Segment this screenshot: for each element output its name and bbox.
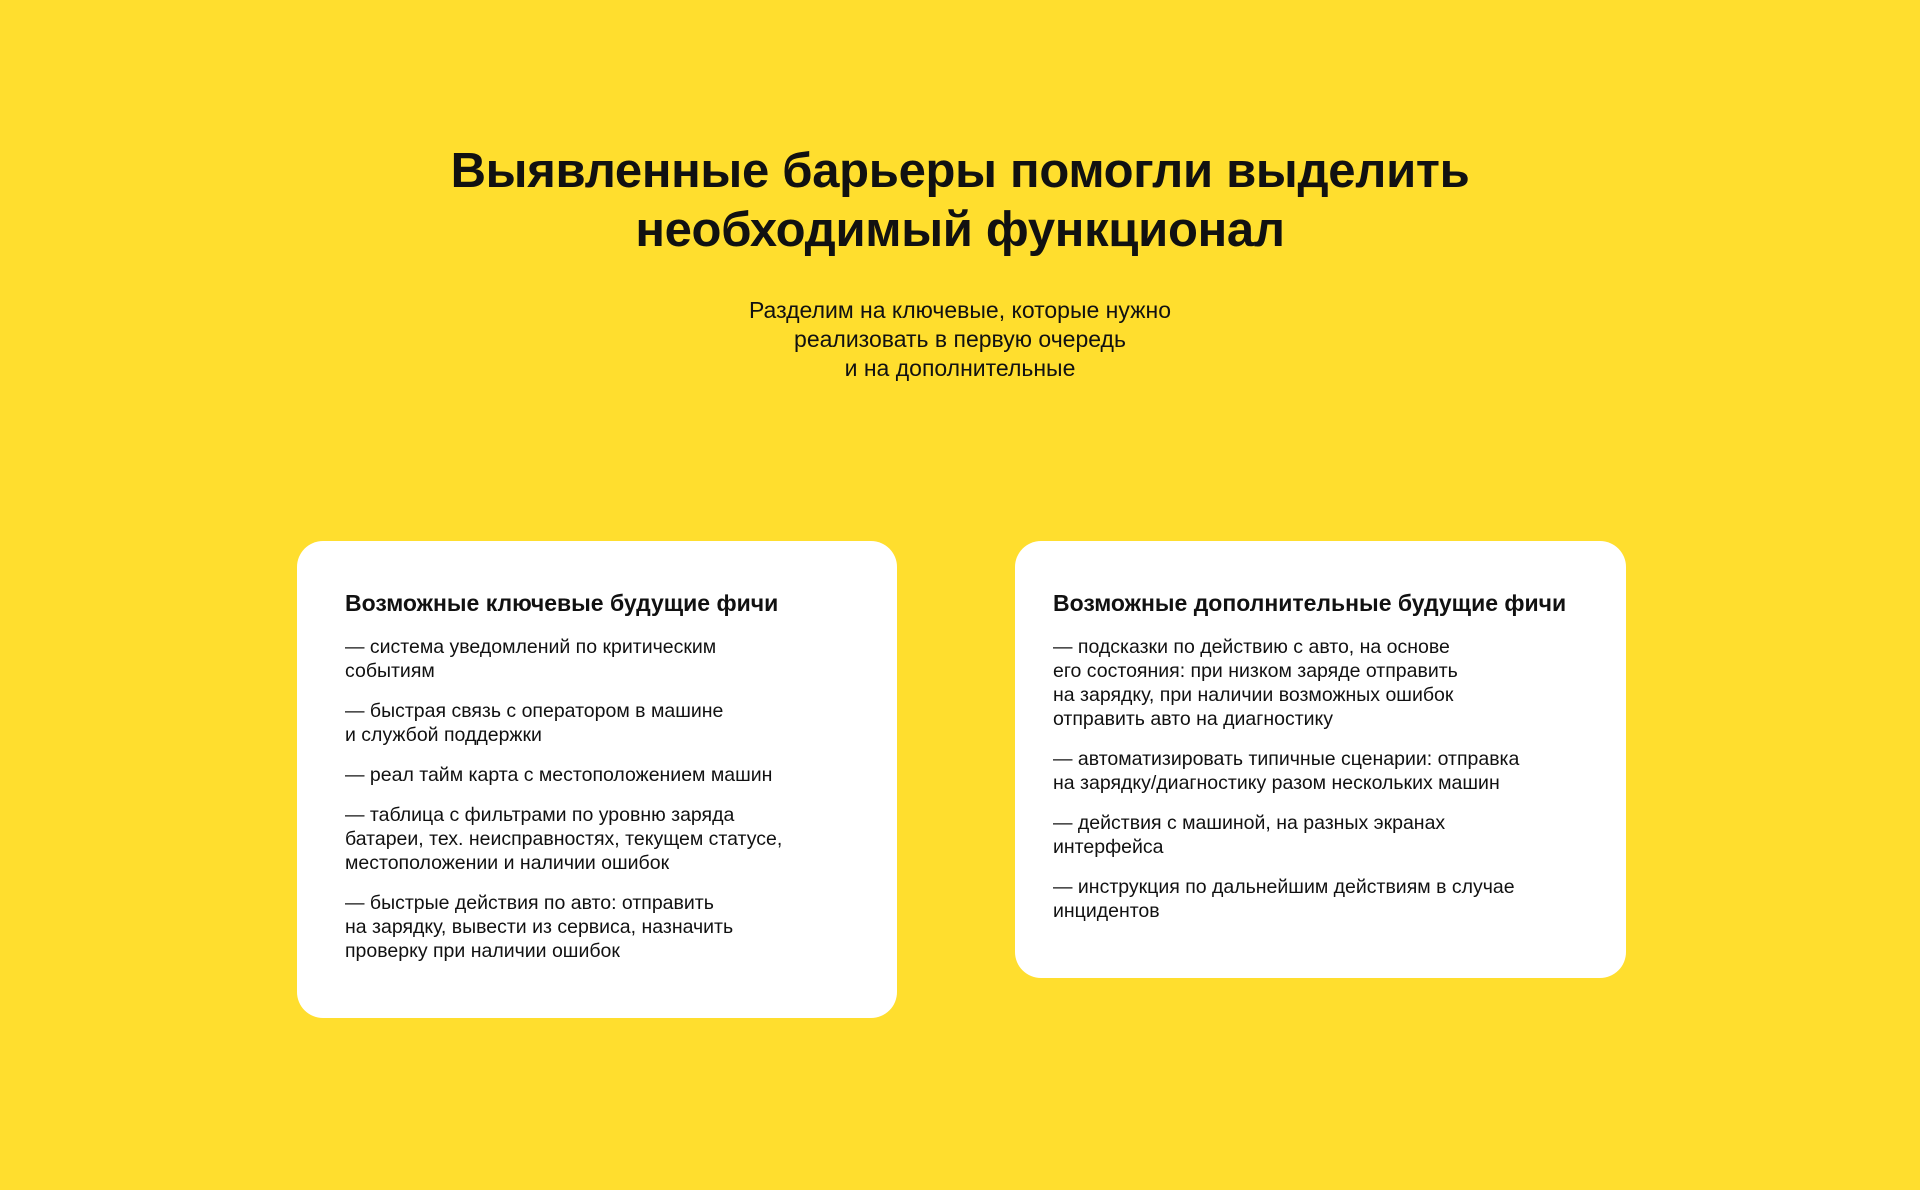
page-subtitle-line: Разделим на ключевые, которые нужно [748,297,1172,323]
feature-item-realtime-map [345,763,853,787]
feature-item-line: на зарядку/диагностику разом нескольких машин [1053,772,1500,794]
feature-item-line: на зарядку, вывести из сервиса, назначить [345,916,734,938]
feature-item-line: отправить авто на диагностику [1053,708,1334,730]
feature-item-line: — инструкция по дальнейшим действиям в случае [1053,876,1515,898]
feature-item-incident-instructions [1053,875,1582,923]
page-subtitle [0,296,1920,383]
feature-item-line: его состояния: при низком заряде отправить [1053,660,1458,682]
feature-item-action-hints [1053,635,1582,731]
feature-item-line: проверку при наличии ошибок [345,940,620,962]
feature-item-notifications [345,635,853,683]
feature-item-quick-actions [345,891,853,963]
feature-item-multi-screen-actions [1053,811,1582,859]
page-subtitle-line: и на дополнительные [844,355,1076,381]
feature-item-filter-table [345,803,853,875]
feature-item-line: — быстрые действия по авто: отправить [345,892,714,914]
feature-item-line: — реал тайм карта с местоположением машин [345,764,773,786]
key-features-card [297,541,897,1018]
feature-item-operator-contact [345,699,853,747]
additional-features-card [1015,541,1626,978]
page-title [0,142,1920,260]
feature-item-line: инцидентов [1053,900,1160,922]
feature-item-line: — подсказки по действию с авто, на основе [1053,636,1450,658]
feature-item-line: батареи, тех. неисправностях, текущем статусе, [345,828,783,850]
feature-item-line: на зарядку, при наличии возможных ошибок [1053,684,1454,706]
feature-item-line: местоположении и наличии ошибок [345,852,670,874]
feature-item-line: и службой поддержки [345,724,542,746]
feature-item-line: — автоматизировать типичные сценарии: отправка [1053,748,1520,770]
feature-item-line: — действия с машиной, на разных экранах [1053,812,1446,834]
feature-item-line: интерфейса [1053,836,1164,858]
additional-features-title: Возможные дополнительные будущие фичи [1053,590,1567,616]
key-features-title: Возможные ключевые будущие фичи [345,590,779,616]
feature-item-line: — быстрая связь с оператором в машине [345,700,724,722]
page-title-line: необходимый функционал [635,203,1285,257]
additional-features-list [1053,635,1582,923]
key-features-list [345,635,853,963]
page-subtitle-line: реализовать в первую очередь [794,326,1126,352]
page-title-line: Выявленные барьеры помогли выделить [450,144,1470,198]
feature-item-line: событиям [345,660,435,682]
feature-item-line: — система уведомлений по критическим [345,636,717,658]
feature-item-line: — таблица с фильтрами по уровню заряда [345,804,735,826]
feature-item-automation [1053,747,1582,795]
